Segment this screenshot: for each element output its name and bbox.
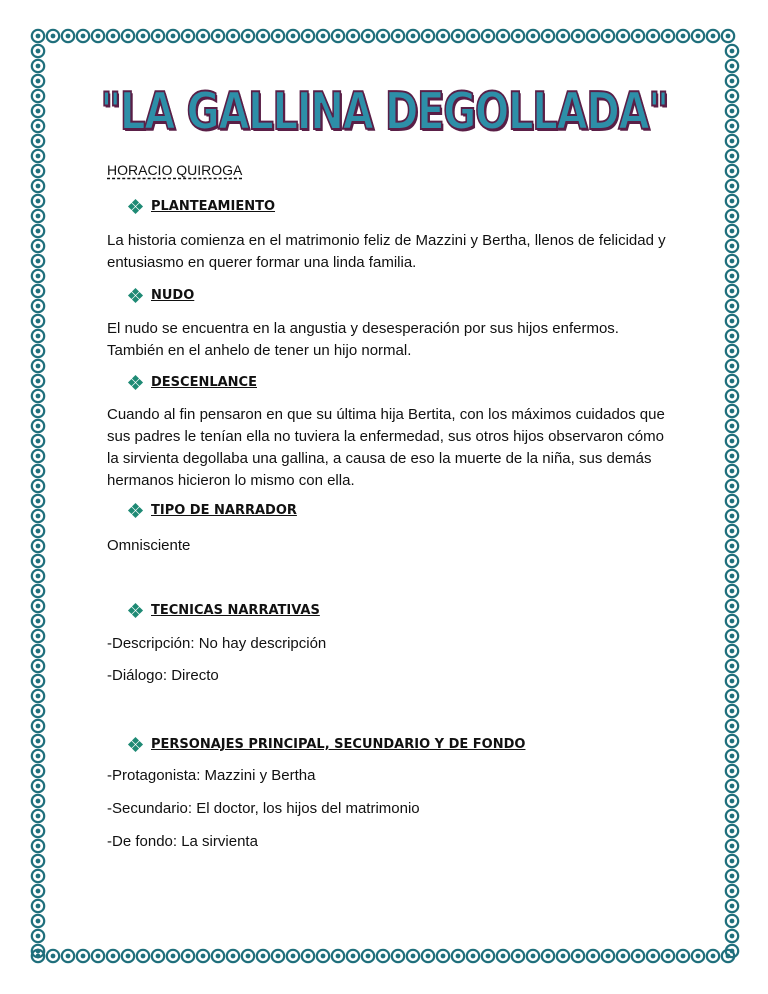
section-text-descenlance: Cuando al fin pensaron en que su última hija Bertita, con los máximos cuidados que sus padres le tenían ella no tuviera la enfermedad, sus otros hijos observaron cómo la sirvienta degollaba una gallina, a causa de eso la muerte de la niña, sus demás hermanos hicieron lo mismo con ella.: [107, 406, 665, 489]
border-swirl: [726, 75, 738, 87]
border-swirl: [32, 930, 44, 942]
border-swirl: [707, 950, 719, 962]
border-swirl: [32, 825, 44, 837]
border-swirl: [677, 950, 689, 962]
border-swirl: [572, 950, 584, 962]
border-swirl: [437, 950, 449, 962]
border-swirl: [32, 690, 44, 702]
border-swirl: [272, 950, 284, 962]
border-swirl: [422, 950, 434, 962]
border-swirl: [587, 950, 599, 962]
border-swirl: [647, 950, 659, 962]
border-swirl: [32, 465, 44, 477]
diamond-bullet-icon: [129, 738, 143, 752]
border-swirl: [32, 90, 44, 102]
border-swirl: [726, 195, 738, 207]
border-swirl: [32, 480, 44, 492]
border-swirl: [332, 950, 344, 962]
list-item: -Diálogo: Directo: [107, 667, 219, 684]
border-swirl: [32, 765, 44, 777]
border-swirl: [726, 705, 738, 717]
border-swirl: [662, 950, 674, 962]
border-swirl: [392, 30, 404, 42]
border-swirl: [726, 60, 738, 72]
border-swirl: [32, 855, 44, 867]
border-swirl: [32, 540, 44, 552]
border-swirl: [182, 30, 194, 42]
border-swirl: [726, 420, 738, 432]
border-swirl: [242, 30, 254, 42]
border-swirl: [32, 900, 44, 912]
border-swirl: [92, 30, 104, 42]
border-swirl: [726, 675, 738, 687]
border-swirl: [32, 210, 44, 222]
border-swirl: [212, 950, 224, 962]
border-swirl: [527, 30, 539, 42]
border-swirl: [287, 950, 299, 962]
border-swirl: [726, 720, 738, 732]
border-swirl: [726, 915, 738, 927]
border-swirl: [32, 165, 44, 177]
border-swirl: [726, 690, 738, 702]
border-swirl: [542, 30, 554, 42]
border-swirl: [726, 810, 738, 822]
border-swirl: [726, 495, 738, 507]
border-swirl: [557, 950, 569, 962]
border-swirl: [47, 950, 59, 962]
border-swirl: [677, 30, 689, 42]
border-swirl: [602, 950, 614, 962]
border-swirl: [242, 950, 254, 962]
border-swirl: [107, 950, 119, 962]
border-swirl: [197, 30, 209, 42]
list-item: -De fondo: La sirvienta: [107, 833, 258, 850]
border-swirl: [726, 240, 738, 252]
border-swirl: [257, 30, 269, 42]
border-swirl: [107, 30, 119, 42]
border-swirl: [726, 645, 738, 657]
border-swirl: [32, 375, 44, 387]
border-swirl: [272, 30, 284, 42]
border-swirl: [32, 315, 44, 327]
border-swirl: [726, 300, 738, 312]
border-swirl: [726, 450, 738, 462]
border-swirl: [32, 495, 44, 507]
border-swirl: [77, 950, 89, 962]
border-swirl: [452, 950, 464, 962]
border-swirl: [62, 30, 74, 42]
border-swirl: [726, 855, 738, 867]
border-swirl: [377, 950, 389, 962]
border-swirl: [662, 30, 674, 42]
border-swirl: [32, 840, 44, 852]
border-swirl: [726, 315, 738, 327]
section-heading-planteamiento: PLANTEAMIENTO: [129, 199, 275, 214]
border-swirl: [726, 570, 738, 582]
diamond-bullet-icon: [129, 289, 143, 303]
border-swirl: [32, 240, 44, 252]
border-swirl: [726, 780, 738, 792]
border-swirl: [722, 30, 734, 42]
border-swirl: [32, 345, 44, 357]
border-swirl: [257, 950, 269, 962]
border-swirl: [726, 285, 738, 297]
border-swirl: [572, 30, 584, 42]
border-swirl: [726, 345, 738, 357]
border-swirl: [726, 435, 738, 447]
border-swirl: [497, 950, 509, 962]
border-swirl: [707, 30, 719, 42]
border-swirl: [726, 525, 738, 537]
border-swirl: [32, 525, 44, 537]
page-title: "LA GALLINA DEGOLLADA": [100, 82, 668, 142]
border-swirl: [302, 30, 314, 42]
border-swirl: [32, 150, 44, 162]
border-swirl: [32, 705, 44, 717]
border-swirl: [32, 720, 44, 732]
border-swirl: [227, 950, 239, 962]
border-swirl: [407, 950, 419, 962]
border-swirl: [726, 135, 738, 147]
border-swirl: [32, 735, 44, 747]
border-swirl: [32, 600, 44, 612]
border-swirl: [32, 750, 44, 762]
border-swirl: [47, 30, 59, 42]
border-swirl: [32, 360, 44, 372]
border-swirl: [167, 950, 179, 962]
border-swirl: [726, 390, 738, 402]
border-swirl: [726, 165, 738, 177]
border-swirl: [726, 105, 738, 117]
section-text-planteamiento: La historia comienza en el matrimonio feliz de Mazzini y Bertha, llenos de felicidad y entusiasmo en querer formar una linda familia.: [107, 232, 666, 271]
border-swirl: [32, 915, 44, 927]
border-swirl: [726, 330, 738, 342]
border-swirl: [726, 555, 738, 567]
border-swirl: [726, 405, 738, 417]
border-swirl: [347, 950, 359, 962]
border-swirl: [62, 950, 74, 962]
border-swirl: [122, 30, 134, 42]
border-swirl: [332, 30, 344, 42]
border-swirl: [726, 600, 738, 612]
border-swirl: [726, 465, 738, 477]
border-swirl: [377, 30, 389, 42]
border-swirl: [32, 75, 44, 87]
list-item: -Protagonista: Mazzini y Bertha: [107, 767, 316, 784]
border-swirl: [32, 420, 44, 432]
border-swirl: [32, 810, 44, 822]
border-swirl: [542, 950, 554, 962]
border-swirl: [726, 735, 738, 747]
author-name: HORACIO QUIROGA: [107, 162, 243, 178]
border-swirl: [32, 300, 44, 312]
border-swirl: [726, 45, 738, 57]
border-swirl: [32, 555, 44, 567]
border-swirl: [32, 255, 44, 267]
border-swirl: [392, 950, 404, 962]
border-swirl: [467, 950, 479, 962]
border-swirl: [726, 150, 738, 162]
section-heading-nudo: NUDO: [129, 288, 194, 303]
border-swirl: [32, 225, 44, 237]
border-swirl: [32, 660, 44, 672]
diamond-bullet-icon: [129, 504, 143, 518]
border-swirl: [92, 950, 104, 962]
border-swirl: [32, 615, 44, 627]
border-swirl: [32, 195, 44, 207]
border-swirl: [726, 585, 738, 597]
border-swirl: [407, 30, 419, 42]
border-swirl: [557, 30, 569, 42]
border-swirl: [726, 765, 738, 777]
border-swirl: [726, 900, 738, 912]
border-swirl: [32, 60, 44, 72]
border-swirl: [77, 30, 89, 42]
border-swirl: [32, 105, 44, 117]
border-swirl: [726, 825, 738, 837]
border-swirl: [137, 950, 149, 962]
border-swirl: [726, 615, 738, 627]
border-swirl: [726, 180, 738, 192]
border-swirl: [32, 405, 44, 417]
section-heading-tipo-de-narrador: TIPO DE NARRADOR: [129, 503, 297, 518]
border-swirl: [317, 950, 329, 962]
border-swirl: [32, 675, 44, 687]
border-swirl: [617, 30, 629, 42]
border-swirl: [167, 30, 179, 42]
border-swirl: [512, 30, 524, 42]
border-swirl: [726, 225, 738, 237]
border-swirl: [726, 120, 738, 132]
section-heading-personajes: PERSONAJES PRINCIPAL, SECUNDARIO Y DE FONDO: [129, 737, 525, 752]
border-swirl: [497, 30, 509, 42]
border-swirl: [632, 30, 644, 42]
border-swirl: [182, 950, 194, 962]
border-swirl: [32, 570, 44, 582]
section-heading-tecnicas-narrativas: TECNICAS NARRATIVAS: [129, 603, 320, 618]
border-swirl: [602, 30, 614, 42]
border-swirl: [587, 30, 599, 42]
border-swirl: [32, 795, 44, 807]
border-swirl: [527, 950, 539, 962]
border-swirl: [482, 950, 494, 962]
diamond-bullet-icon: [129, 604, 143, 618]
border-swirl: [726, 375, 738, 387]
border-swirl: [362, 950, 374, 962]
border-swirl: [422, 30, 434, 42]
border-swirl: [122, 950, 134, 962]
border-swirl: [32, 585, 44, 597]
border-swirl: [726, 795, 738, 807]
border-swirl: [227, 30, 239, 42]
border-swirl: [726, 930, 738, 942]
border-swirl: [32, 180, 44, 192]
border-swirl: [152, 950, 164, 962]
border-swirl: [32, 885, 44, 897]
border-swirl: [692, 30, 704, 42]
border-swirl: [197, 950, 209, 962]
border-swirl: [32, 435, 44, 447]
border-swirl: [317, 30, 329, 42]
border-swirl: [726, 510, 738, 522]
section-heading-descenlance: DESCENLANCE: [129, 375, 257, 390]
border-swirl: [137, 30, 149, 42]
border-swirl: [32, 135, 44, 147]
border-swirl: [617, 950, 629, 962]
border-swirl: [32, 270, 44, 282]
border-swirl: [632, 950, 644, 962]
list-item: -Descripción: No hay descripción: [107, 635, 327, 652]
border-swirl: [32, 390, 44, 402]
diamond-bullet-icon: [129, 200, 143, 214]
border-swirl: [362, 30, 374, 42]
border-swirl: [32, 330, 44, 342]
border-swirl: [482, 30, 494, 42]
border-swirl: [32, 450, 44, 462]
list-item: -Secundario: El doctor, los hijos del matrimonio: [107, 800, 420, 817]
diamond-bullet-icon: [129, 376, 143, 390]
border-swirl: [726, 630, 738, 642]
border-swirl: [726, 750, 738, 762]
border-swirl: [726, 360, 738, 372]
border-swirl: [726, 840, 738, 852]
border-swirl: [726, 270, 738, 282]
border-swirl: [347, 30, 359, 42]
border-swirl: [32, 120, 44, 132]
border-swirl: [726, 945, 738, 957]
border-swirl: [32, 510, 44, 522]
border-swirl: [32, 780, 44, 792]
section-text-tipo-de-narrador: Omnisciente: [107, 537, 191, 554]
border-swirl: [726, 480, 738, 492]
border-swirl: [437, 30, 449, 42]
border-swirl: [726, 660, 738, 672]
border-swirl: [32, 630, 44, 642]
border-swirl: [32, 285, 44, 297]
border-swirl: [726, 90, 738, 102]
border-swirl: [467, 30, 479, 42]
border-swirl: [692, 950, 704, 962]
border-swirl: [32, 870, 44, 882]
border-swirl: [287, 30, 299, 42]
border-swirl: [32, 645, 44, 657]
border-swirl: [32, 30, 44, 42]
border-swirl: [726, 885, 738, 897]
border-swirl: [302, 950, 314, 962]
border-swirl: [32, 45, 44, 57]
border-swirl: [152, 30, 164, 42]
section-text-nudo: El nudo se encuentra en la angustia y desesperación por sus hijos enfermos. También en el anhelo de tener un hijo normal.: [107, 320, 619, 359]
border-swirl: [452, 30, 464, 42]
border-swirl: [726, 540, 738, 552]
border-swirl: [726, 870, 738, 882]
border-swirl: [726, 255, 738, 267]
border-swirl: [212, 30, 224, 42]
border-swirl: [647, 30, 659, 42]
border-swirl: [726, 210, 738, 222]
border-swirl: [512, 950, 524, 962]
